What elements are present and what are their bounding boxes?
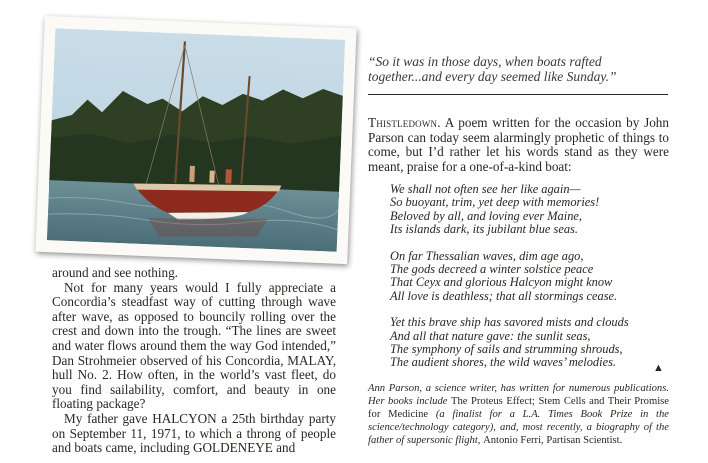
bio-book-title: Stem Cells and Their Promise for Medicine xyxy=(368,395,669,420)
poem-line: Beloved by all, and loving ever Maine, xyxy=(390,208,582,223)
section-lead: Thistledown. xyxy=(368,115,441,130)
poem-line: The audient shores, the wild waves’ melodies. xyxy=(390,355,616,370)
poem-stanza xyxy=(390,250,680,304)
sailboat-photo xyxy=(35,16,356,264)
poem-line: On far Thessalian waves, dim age ago, xyxy=(390,248,584,263)
section-intro-text: A poem written for the occasion by John Parson can today seem alarmingly prophetic of things to come, but I’d rather let his words stand as they were meant, praise for a one-of-a-kind boat: xyxy=(368,115,669,174)
poem-line: Its islands dark, its jubilant blue seas. xyxy=(390,222,578,237)
end-mark-icon: ▲ xyxy=(653,362,664,374)
paragraph-3: My father gave HALCYON a 25th birthday party on September 11, 1971, to which a throng of people and boats came, including GOLDENEYE and xyxy=(52,410,336,456)
poem-line: That Ceyx and glorious Halcyon might know xyxy=(390,275,613,290)
paragraph-2: Not for many years would I fully appreciate a Concordia’s steadfast way of cutting through wave after wave, as opposed to bouncily rolling over the crest and down into the trough. “The lines are sweet and water flows around them the way God intended,” Dan Strohmeier observed of his Concordia, MALAY, hull No. 2. How often, in the world’s vast fleet, do you find sailability, comfort, and beauty in one floating package? xyxy=(52,279,336,412)
poem-stanza xyxy=(390,316,680,370)
paragraph-1: around and see nothing. xyxy=(52,265,178,280)
poem-line: We shall not often see her like again— xyxy=(390,182,581,196)
poem-line: Yet this brave ship has savored mists and clouds xyxy=(390,315,629,330)
bio-text: Ann Parson, a science writer, has written for numerous publications. Her books include xyxy=(368,383,669,407)
poem xyxy=(390,183,680,383)
author-bio xyxy=(368,383,669,448)
poem-line: All love is deathless; that all stormings cease. xyxy=(390,288,618,303)
divider xyxy=(368,94,668,95)
sailboat-photo-image xyxy=(47,28,345,251)
pull-quote: “So it was in those days, when boats rafted together...and every day seemed like Sunday.” xyxy=(368,54,617,84)
poem-line: The symphony of sails and strumming shrouds, xyxy=(390,342,623,357)
poem-line: So buoyant, trim, yet deep with memories! xyxy=(390,195,600,210)
poem-line: The gods decreed a winter solstice peace xyxy=(390,262,594,277)
bio-book-title: The Proteus Effect; xyxy=(451,395,539,407)
bio-text: (a finalist for a L.A. Times Book Prize in the science/technology category), and, most recently, a biography of the father of supersonic flight, xyxy=(368,408,669,446)
bio-book-title: Antonio Ferri, Partisan Scientist. xyxy=(483,434,623,446)
section-intro xyxy=(368,116,669,174)
poem-line: And all that nature gave: the sunlit seas, xyxy=(390,328,591,343)
poem-stanza xyxy=(390,183,680,237)
left-column-text xyxy=(52,266,336,456)
